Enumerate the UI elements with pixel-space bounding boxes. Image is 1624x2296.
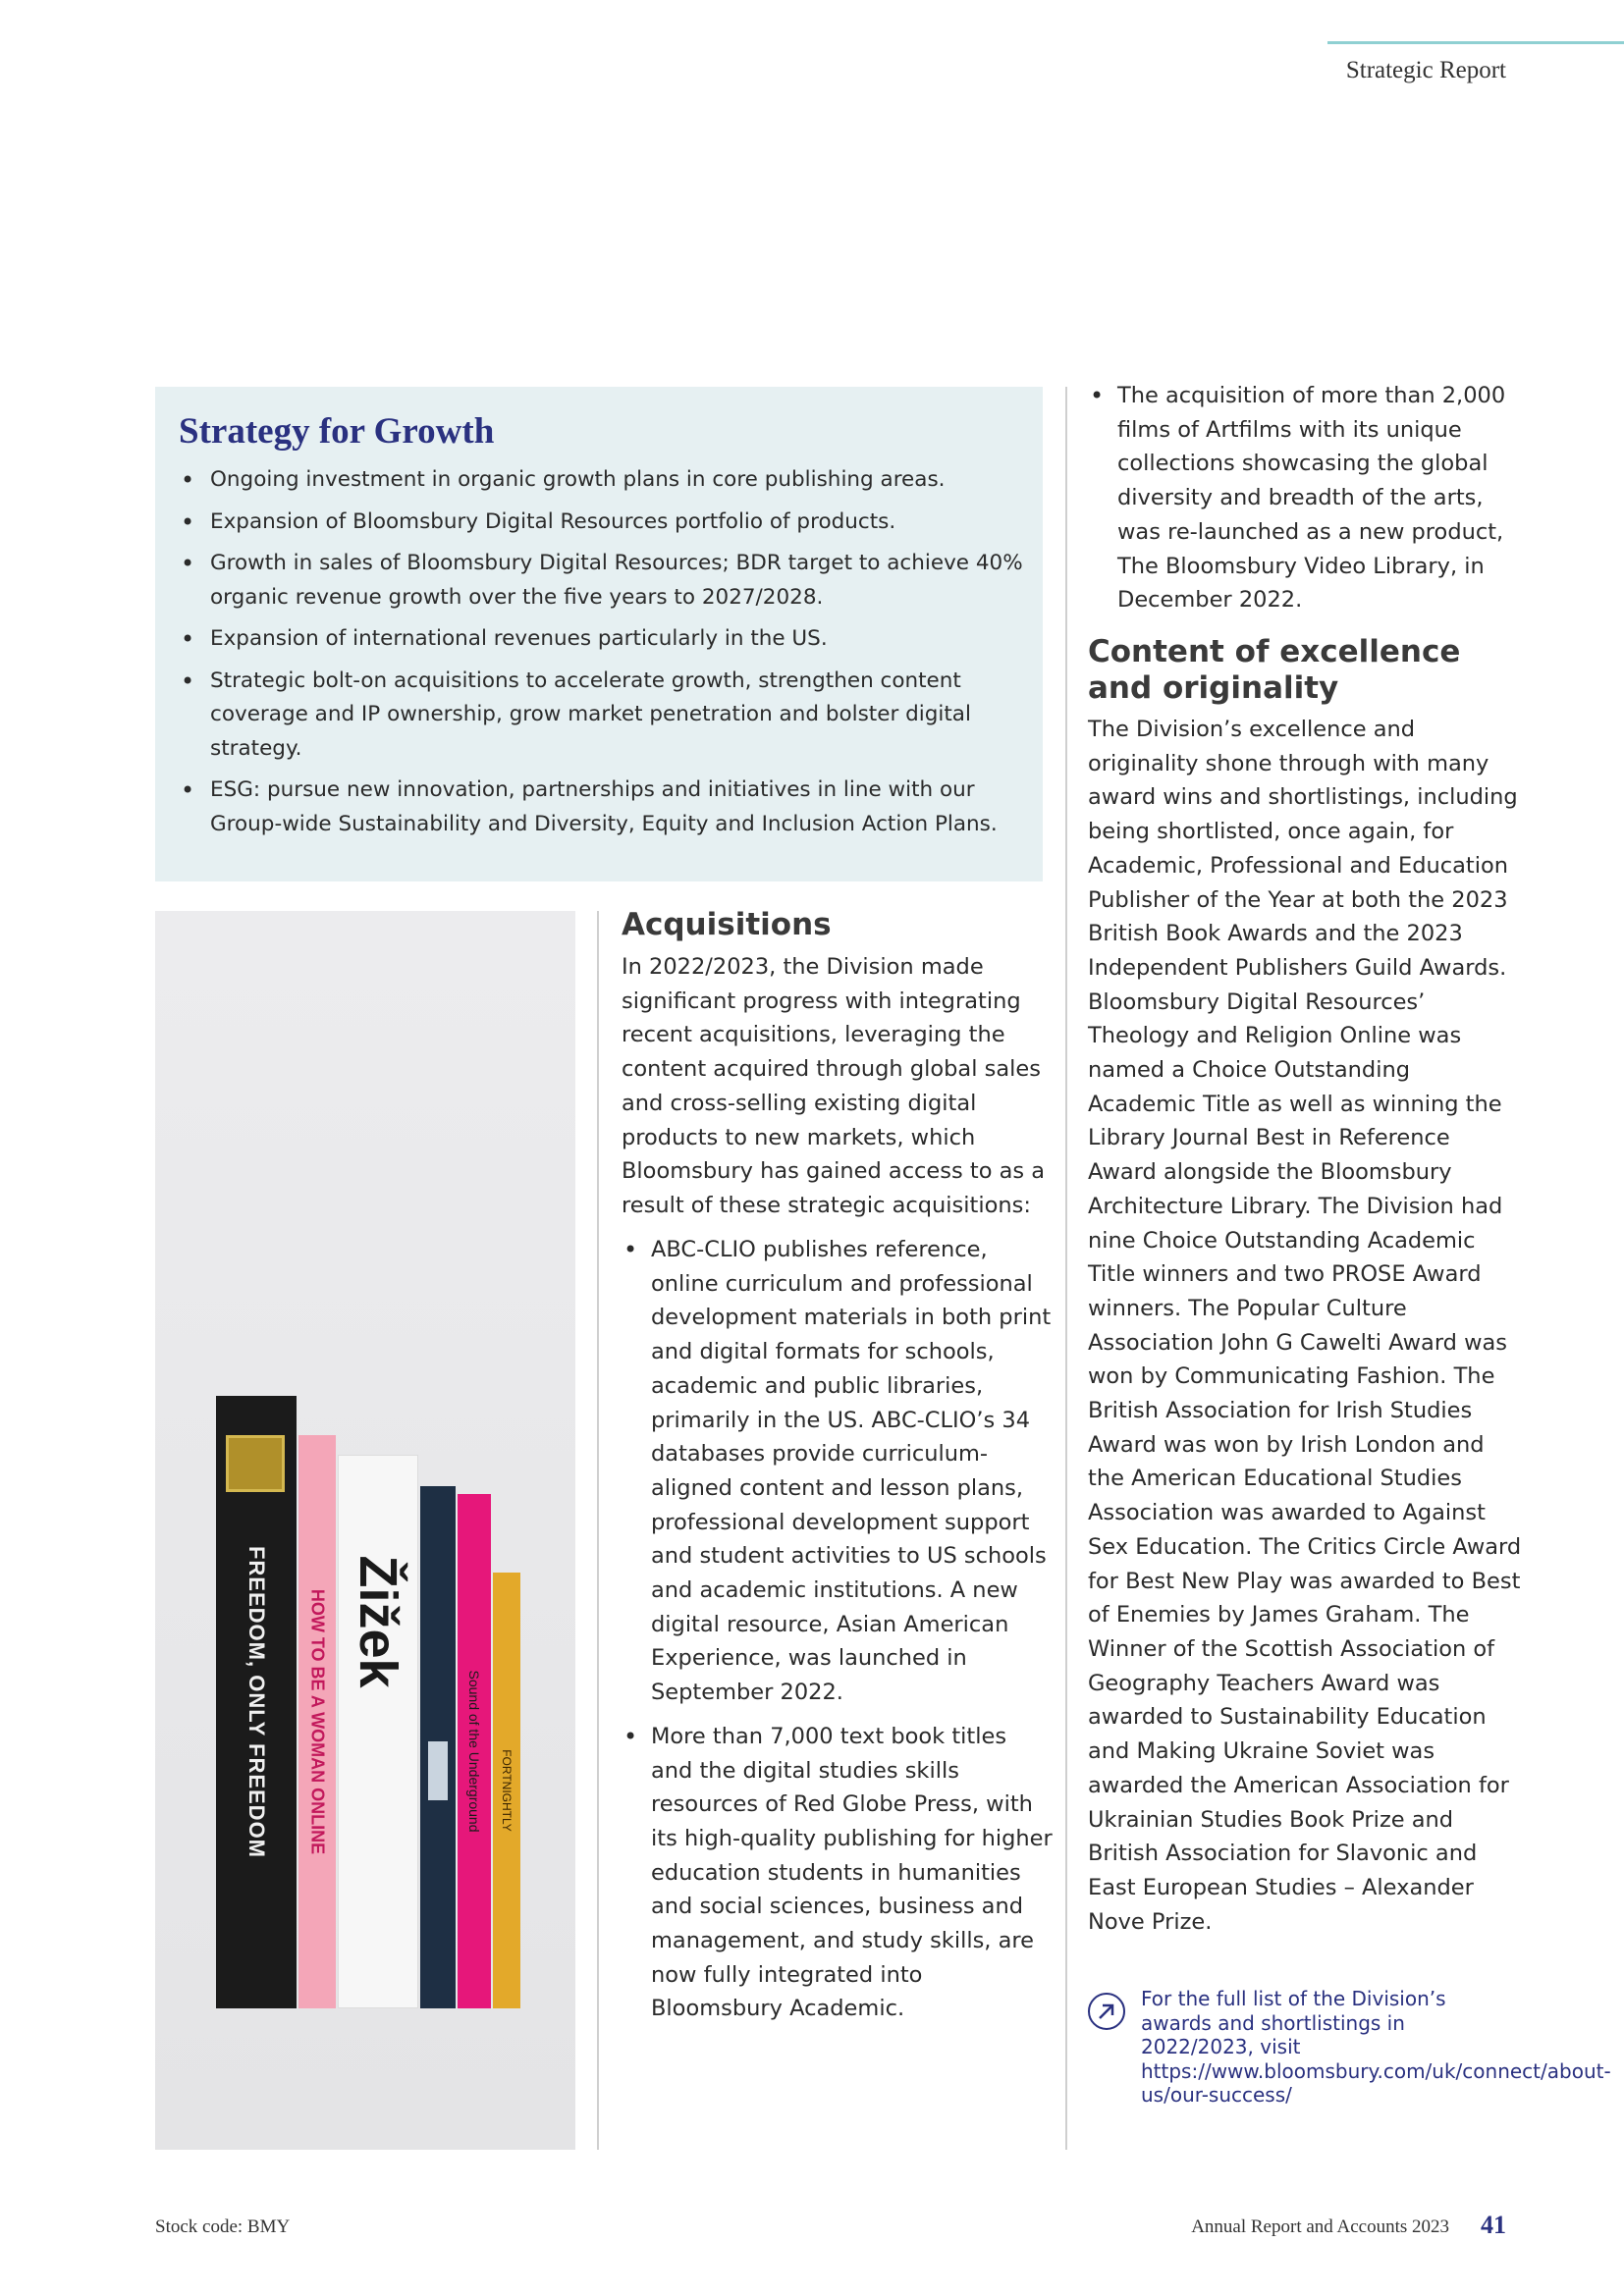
strategy-item: • Expansion of Bloomsbury Digital Resources portfolio of products. [179,506,1033,540]
book-spine [338,1455,418,2008]
column-divider [597,911,599,2150]
page-number: 41 [1481,2211,1506,2239]
artfilms-item: • The acquisition of more than 2,000 films of Artfilms with its unique collections showcasing the global diversity and breadth of the arts, was re-launched as a new product, The Bloomsbury Video Library, in December 2022. [1088,379,1526,617]
strategy-item: • Ongoing investment in organic growth plans in core publishing areas. [179,463,1033,498]
book-title: HOW TO BE A WOMAN ONLINE [307,1588,328,1855]
excellence-paragraph: The Division’s excellence and originality shone through with many award wins and shortlistings, including being shortlisted, once again, for Academic, Professional and Education Publisher of the Year at both the 2023 British Book Awards and the 2023 Independent Publishers Guild Awards. Bloomsbury Digital Resources’ Theology and Religion Online was named a Choice Outstanding Academic Title as well as winning the Library Journal Best in Reference Award alongside the Bloomsbury Architecture Library. The Division had nine Choice Outstanding Academic Title winners and two PROSE Award winners. The Popular Culture Association John G Cawelti Award was won by Communicating Fashion. The British Association for Irish Studies Award was won by Irish London and the American Educational Studies Association was awarded to Against Sex Education. The Critics Circle Award for Best New Play was awarded to Best of Enemies by James Graham. The Winner of the Scottish Association of Geography Teachers Award was awarded to Sustainability Education and Making Ukraine Soviet was awarded the American Association for Ukrainian Studies Book Prize and British Association for Slavonic and East European Studies – Alexander Nove Prize. [1088,717,1522,1935]
strategy-title: Strategy for Growth [179,411,495,452]
artfilms-list [1088,379,1526,627]
arrow-up-right-icon[interactable] [1088,1993,1125,2030]
strategy-item: • Expansion of international revenues particularly in the US. [179,622,1033,657]
book-spine [216,1396,297,2008]
book-title: Žižek [349,1555,407,1688]
section-label: Strategic Report [1345,57,1506,83]
header-accent-rule [1327,41,1624,44]
book-title: FREEDOM, ONLY FREEDOM [244,1545,269,1859]
acquisitions-item: • ABC-CLIO publishes reference, online curriculum and professional development materials in both print and digital formats for schools, academic and public libraries, primarily in the US. ABC-CLIO’s 34 databases provide curriculum-aligned content and lesson plans, professional development support and student activities to US schools and academic institutions. A new digital resource, Asian American Experience, was launched in September 2022. [622,1233,1054,1710]
spine-band [428,1741,448,1800]
acquisitions-intro: In 2022/2023, the Division made significant progress with integrating recent acquisitions, leveraging the content acquired through global sales and cross-selling existing digital products to new markets, which Bloomsbury has gained access to as a result of these strategic acquisitions: [622,954,1046,1218]
book-spine [298,1435,336,2008]
strategy-item: • Growth in sales of Bloomsbury Digital Resources; BDR target to achieve 40% organic revenue growth over the five years to 2027/2028. [179,547,1033,614]
acquisitions-heading: Acquisitions [622,907,832,942]
column-divider [1065,387,1067,2150]
acquisitions-list [622,1233,1054,2036]
strategy-list [179,463,1033,849]
book-spine [458,1494,491,2008]
author-portrait-image [226,1435,285,1492]
strategy-item: • Strategic bolt-on acquisitions to accelerate growth, strengthen content coverage and IP ownership, grow market penetration and bolster digital strategy. [179,665,1033,767]
book-spine [493,1573,520,2008]
book-title: Sound of the Underground [466,1670,482,1833]
report-title: Annual Report and Accounts 2023 [1191,2216,1449,2237]
strategy-item: • ESG: pursue new innovation, partnerships and initiatives in line with our Group-wide Sustainability and Diversity, Equity and Inclusion Action Plans. [179,774,1033,841]
books-photo [155,911,575,2150]
stock-code: Stock code: BMY [155,2216,291,2237]
book-title: FORTNIGHTLY [500,1749,514,1832]
awards-link-note[interactable]: For the full list of the Division’s awards and shortlistings in 2022/2023, visit https://www.bloomsbury.com/uk/connect/about-us/our-success/ [1141,1987,1611,2107]
book-spine [420,1486,456,2008]
strategy-for-growth-box [155,387,1043,881]
acquisitions-item: • More than 7,000 text book titles and the digital studies skills resources of Red Globe Press, with its high-quality publishing for higher education students in humanities and social sciences, business and management, and study skills, are now fully integrated into Bloomsbury Academic. [622,1720,1054,2026]
excellence-heading: Content of excellence and originality [1088,634,1461,706]
